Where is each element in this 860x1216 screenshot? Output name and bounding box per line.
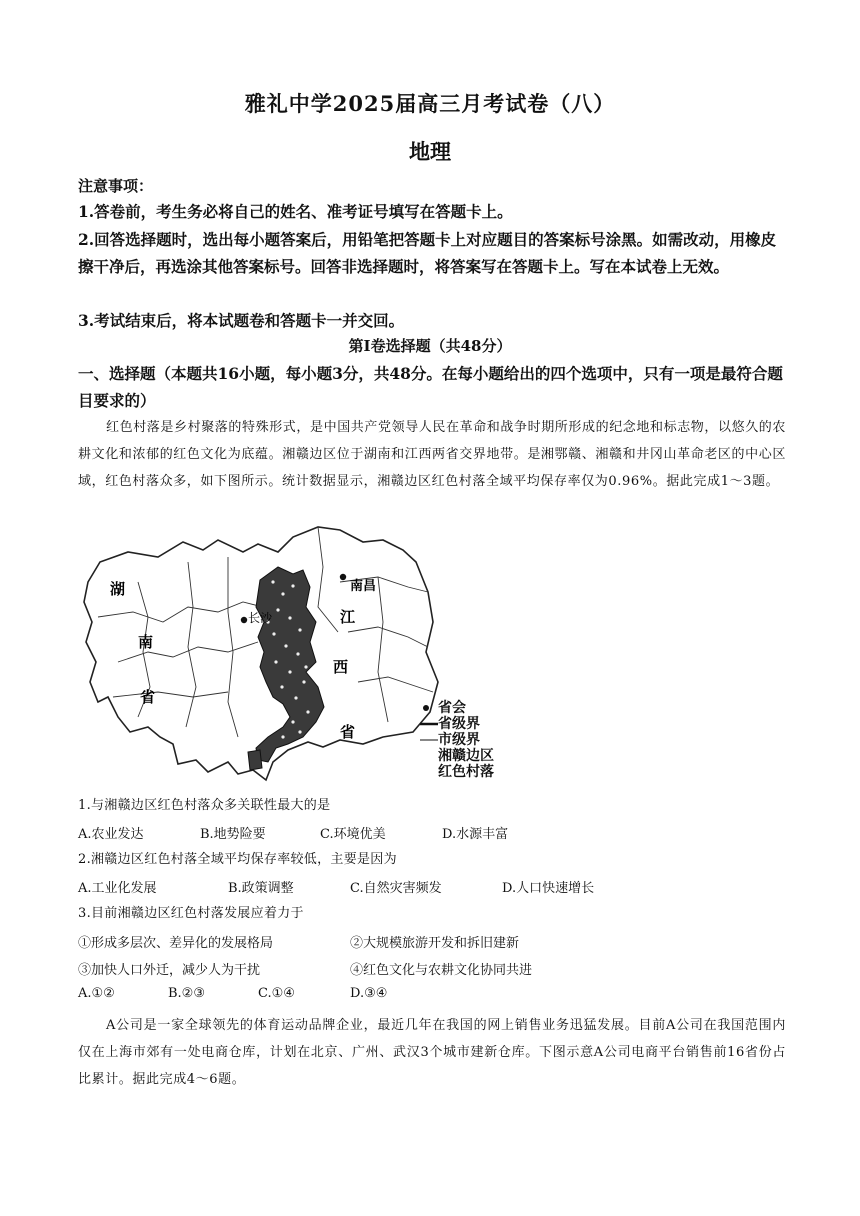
map-legend (420, 700, 494, 780)
map-label-sheng-left: 省 (140, 688, 156, 706)
question-1-options (78, 823, 778, 843)
capital-dot-nanchang (340, 574, 346, 580)
map-label-jiang: 江 (340, 608, 356, 626)
map-label-sheng-right: 省 (340, 723, 356, 741)
q1-option-d[interactable]: D.水源丰富 (442, 827, 509, 842)
q3-option-a[interactable]: A.①② (78, 986, 115, 1001)
q2-option-a[interactable]: A.工业化发展 (78, 881, 157, 896)
legend-item-city-border: 市级界 (420, 732, 494, 748)
part1-title: 第Ⅰ卷选择题（共48分） (348, 337, 512, 355)
legend-item-capital: 省会 (420, 700, 494, 716)
subject-title: 地理 (409, 139, 451, 164)
legend-item-region: 湘赣边区 (420, 748, 494, 764)
legend-item-province-border: 省级界 (420, 716, 494, 732)
map-label-xi: 西 (333, 658, 349, 676)
note-item-1: 1.答卷前，考生务必将自己的姓名、准考证号填写在答题卡上。 (78, 202, 513, 221)
notes-heading: 注意事项： (78, 177, 154, 195)
note-item-2: 2.回答选择题时，选出每小题答案后，用铅笔把答题卡上对应题目的答案标号涂黑。如需改动，用橡皮擦干净后，再选涂其他答案标号。回答非选择题时，将答案写在答题卡上。写在本试卷上无效。 (78, 230, 777, 276)
q3-option-b[interactable]: B.②③ (168, 986, 205, 1001)
q3-option-c[interactable]: C.①④ (258, 986, 295, 1001)
small-dot-icon (420, 764, 438, 780)
question-3-stem: 3.目前湘赣边区红色村落发展应着力于 (78, 906, 304, 921)
q1-option-c[interactable]: C.环境优美 (320, 827, 386, 842)
q3-statement-2: ②大规模旅游开发和拆旧建新 (350, 936, 520, 951)
exam-title: 雅礼中学2025届高三月考试卷（八） (244, 91, 616, 116)
question-3-statements-row-1 (78, 932, 778, 952)
thin-line-icon (420, 732, 438, 748)
q3-statement-1: ①形成多层次、差异化的发展格局 (78, 936, 274, 951)
q2-option-c[interactable]: C.自然灾害频发 (350, 881, 442, 896)
thick-line-icon (420, 716, 438, 732)
section-instructions: 一、选择题（本题共16小题，每小题3分，共48分。在每小题给出的四个选项中，只有一项是最符合题目要求的） (78, 364, 783, 410)
map-label-changsha: 长沙 (248, 611, 273, 625)
dark-fill-icon (420, 748, 438, 764)
question-1-stem: 1.与湘赣边区红色村落众多关联性最大的是 (78, 798, 331, 813)
q2-option-d[interactable]: D.人口快速增长 (502, 881, 595, 896)
map-label-hu: 湖 (110, 580, 126, 598)
capital-dot-icon (420, 700, 438, 716)
note-item-3: 3.考试结束后，将本试题卷和答题卡一并交回。 (78, 311, 405, 330)
question-3-statements-row-2 (78, 959, 778, 979)
q2-option-b[interactable]: B.政策调整 (228, 881, 294, 896)
q3-statement-4: ④红色文化与农耕文化协同共进 (350, 963, 533, 978)
passage-2: A公司是一家全球领先的体育运动品牌企业，最近几年在我国的网上销售业务迅猛发展。目前A公司在我国范围内仅在上海市郊有一处电商仓库，计划在北京、广州、武汉3个城市建新仓库。下图示意A公司电商平台销售前16省份占比累计。据此完成4～6题。 (78, 1018, 786, 1087)
passage-1: 红色村落是乡村聚落的特殊形式，是中国共产党领导人民在革命和战争时期所形成的纪念地和标志物，以悠久的农耕文化和浓郁的红色文化为底蕴。湘赣边区位于湖南和江西两省交界地带。是湘鄂赣、湘赣和井冈山革命老区的中心区域，红色村落众多，如下图所示。统计数据显示，湘赣边区红色村落全域平均保存率仅为0.96%。据此完成1～3题。 (78, 420, 787, 489)
question-3-options (78, 986, 778, 1006)
capital-dot-changsha (241, 617, 247, 623)
q1-option-a[interactable]: A.农业发达 (78, 827, 144, 842)
q3-option-d[interactable]: D.③④ (350, 986, 388, 1001)
xianggan-region-south (248, 750, 262, 770)
map-outline (84, 527, 438, 780)
q3-statement-3: ③加快人口外迁，减少人为干扰 (78, 963, 261, 978)
map-label-nanchang: 南昌 (350, 579, 377, 594)
legend-item-red-village: 红色村落 (420, 764, 494, 780)
map-label-nan: 南 (138, 633, 154, 651)
q1-option-b[interactable]: B.地势险要 (200, 827, 266, 842)
question-2-stem: 2.湘赣边区红色村落全域平均保存率较低，主要是因为 (78, 852, 397, 867)
question-2-options (78, 877, 778, 897)
